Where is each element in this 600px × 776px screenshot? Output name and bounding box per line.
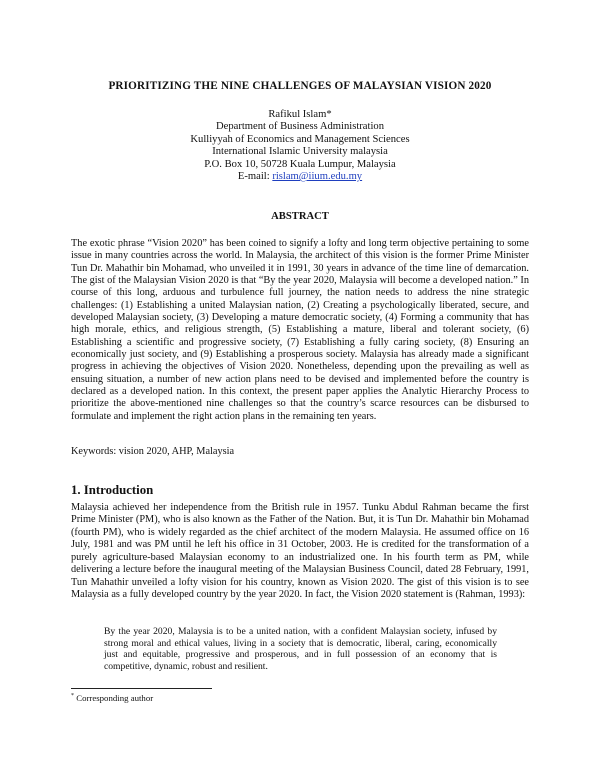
footnote: [71, 693, 153, 703]
paper-title: PRIORITIZING THE NINE CHALLENGES OF MALAYSIAN VISION 2020: [108, 80, 492, 92]
footnote-divider: [71, 688, 212, 689]
author-email-line: [0, 171, 600, 183]
keywords: Keywords: vision 2020, AHP, Malaysia: [71, 446, 235, 457]
introduction-heading: 1. Introduction: [71, 483, 154, 497]
author-block: [0, 109, 600, 183]
author-marker: *: [326, 109, 332, 120]
vision-quote: By the year 2020, Malaysia is to be a united nation, with a confident Malaysian society, infused by strong moral and ethical values, living in a society that is democratic, liberal, caring, economically just and equitable, progressive and prosperous, and in full possession of an economy that is competitive, dynamic, robust and resilient.: [104, 626, 497, 672]
footnote-text: Corresponding author: [76, 693, 154, 703]
introduction-text: Malaysia achieved her independence from the British rule in 1957. Tunku Abdul Rahman became the first Prime Minister (PM), who is also known as the Father of the Nation. But, it is Tun Dr. Mahathir bin Mohamad (fourth PM), who is widely regarded as the chief architect of the modern Malaysia. He assumed office on 16 July, 1981 and was PM until he left his office in 31 October, 2003. He is credited for the transformation of a purely agriculture-based Malaysian economy to an industrialized one. In his fourth term as PM, while delivering a lecture before the inaugural meeting of the Malaysian Business Council, dated 28 February, 1991, Tun Mahathir unveiled a lofty vision for his country, known as Vision 2020. The gist of this vision is to see Malaysia as a fully developed country by the year 2020. In fact, the Vision 2020 statement is (Rahman, 1993):: [71, 502, 529, 601]
author-name: [0, 109, 600, 121]
author-department: Department of Business Administration: [215, 121, 384, 133]
email-label: E-mail:: [237, 171, 270, 183]
abstract-heading: ABSTRACT: [271, 211, 329, 222]
author-faculty: Kulliyyah of Economics and Management Sciences: [190, 133, 410, 145]
footnote-marker: *: [71, 693, 74, 700]
email-link[interactable]: rislam@iium.edu.my: [272, 171, 363, 183]
author-name-text: Rafikul Islam: [268, 109, 327, 120]
abstract-text: The exotic phrase “Vision 2020” has been coined to signify a lofty and long term objective pertaining to some issue in many countries across the world. In Malaysia, the architect of this vision is the former Prime Minister Tun Dr. Mahathir bin Mohamad, who unveiled it in 1991, 30 years in advance of the time line of demarcation. The gist of the Malaysian Vision 2020 is that “By the year 2020, Malaysia will become a developed nation.” In course of this long, arduous and turbulence full journey, the nation needs to address the nine strategic challenges: (1) Establishing a united Malaysian nation, (2) Creating a psychologically liberated, secure, and developed Malaysian society, (3) Developing a mature democratic society, (4) Forming a community that has high morale, ethics, and religious strength, (5) Establishing a mature, liberal and tolerant society, (6) Establishing a scientific and progressive society, (7) Establishing a fully caring society, (8) Ensuring an economically just society, and (9) Establishing a prosperous society. Malaysia has already made a significant progress in achieving the objectives of Vision 2020. Nonetheless, depending upon the prevailing as well as ensuing situation, a number of new action plans need to be devised and implemented before the country is declared as a developed nation. In this context, the present paper applies the Analytic Hierarchy Process to prioritize the above-mentioned nine challenges so that the country’s scarce resources can be disbursed to formulate and implement the right action plans in the remaining ten years.: [71, 238, 529, 422]
author-university: International Islamic University malaysia: [212, 146, 388, 158]
author-address: P.O. Box 10, 50728 Kuala Lumpur, Malaysia: [204, 158, 396, 170]
